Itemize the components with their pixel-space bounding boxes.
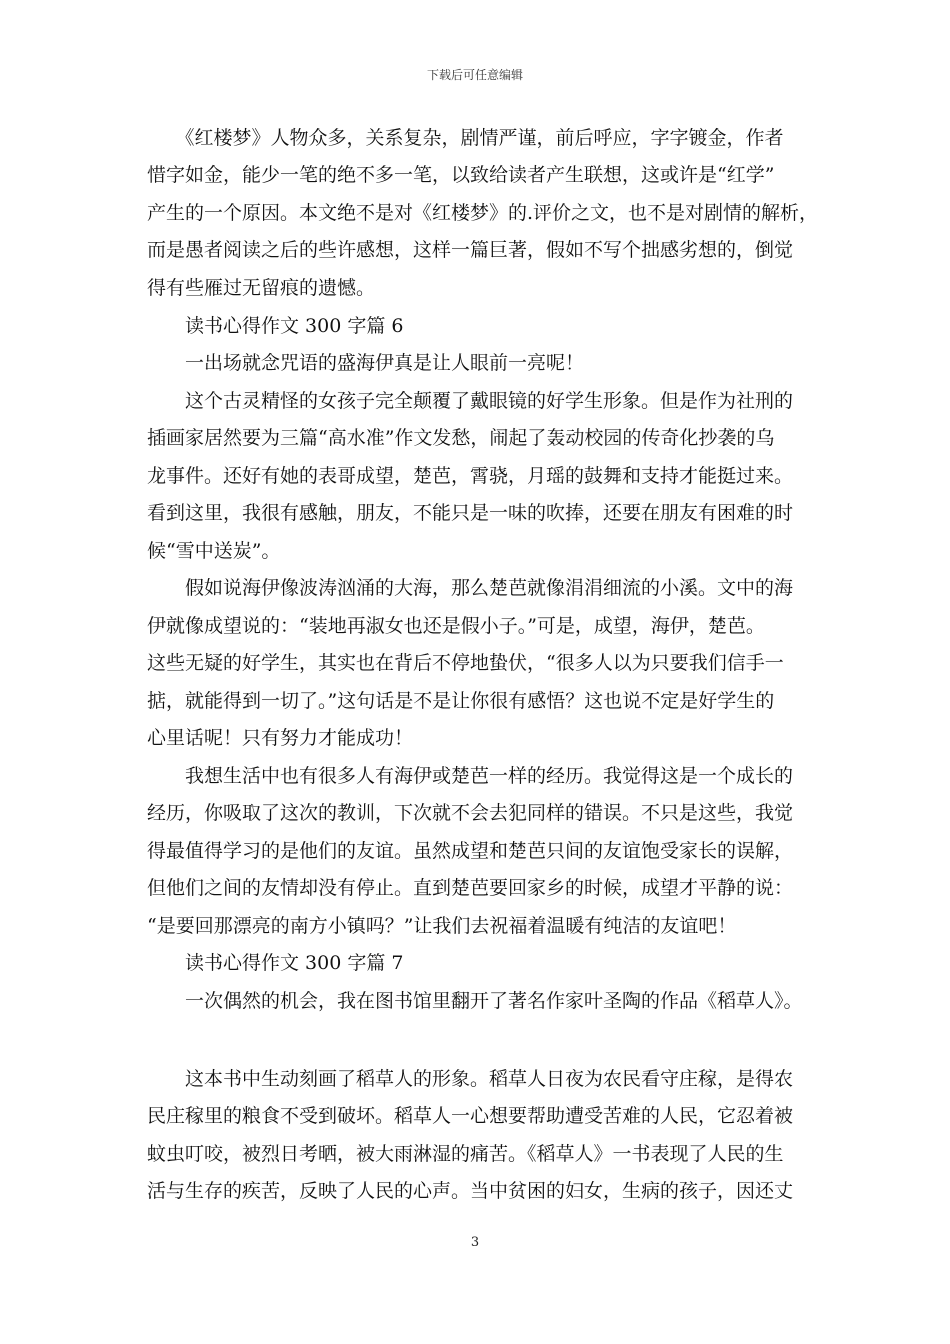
- text-line: 一次偶然的机会，我在图书馆里翻开了著名作家叶圣陶的作品《稻草人》。: [147, 990, 803, 1012]
- section-heading: 读书心得作文 300 字篇 6: [147, 315, 404, 337]
- text-line: 但他们之间的友情却没有停止。直到楚芭要回家乡的时候，成望才平静的说：: [147, 877, 794, 899]
- text-line: 伊就像成望说的：“装地再淑女也还是假小子。”可是，成望，海伊，楚芭。: [147, 615, 765, 637]
- section-heading: 读书心得作文 300 字篇 7: [147, 952, 404, 974]
- text-line: 这个古灵精怪的女孩子完全颠覆了戴眼镜的好学生形象。但是作为社刑的: [147, 390, 794, 412]
- page-header: 下载后可任意编辑: [426, 68, 523, 82]
- text-line: 心里话呢！只有努力才能成功！: [147, 727, 414, 749]
- text-line: 假如说海伊像波涛汹涌的大海，那么楚芭就像涓涓细流的小溪。文中的海: [147, 577, 794, 599]
- text-line: 经历，你吸取了这次的教训，下次就不会去犯同样的错误。不只是这些，我觉: [147, 802, 794, 824]
- text-line: 这些无疑的好学生，其实也在背后不停地蛰伏，“很多人以为只要我们信手一: [147, 652, 784, 674]
- text-line: 插画家居然要为三篇“高水准”作文发愁，闹起了轰动校园的传奇化抄袭的乌: [147, 427, 775, 449]
- text-line: 一出场就念咒语的盛海伊真是让人眼前一亮呢！: [147, 352, 585, 374]
- text-line: 得最值得学习的是他们的友谊。虽然成望和楚芭只间的友谊饱受家长的误解，: [147, 840, 794, 862]
- text-line: 掂，就能得到一切了。”这句话是不是让你很有感悟？这也说不定是好学生的: [147, 690, 775, 712]
- text-line: 惜字如金，能少一笔的绝不多一笔，以致给读者产生联想，这或许是“红学”: [147, 164, 775, 186]
- text-line: 得有些雁过无留痕的遗憾。: [147, 277, 376, 299]
- text-line: 我想生活中也有很多人有海伊或楚芭一样的经历。我觉得这是一个成长的: [147, 765, 794, 787]
- text-line: 蚊虫叮咬，被烈日考晒，被大雨淋湿的痛苦。《稻草人》一书表现了人民的生: [147, 1143, 784, 1165]
- text-line: 民庄稼里的粮食不受到破坏。稻草人一心想要帮助遭受苦难的人民，它忍着被: [147, 1105, 794, 1127]
- text-line: 这本书中生动刻画了稻草人的形象。稻草人日夜为农民看守庄稼，是得农: [147, 1068, 794, 1090]
- text-line: “是要回那漂亮的南方小镇吗？”让我们去祝福着温暖有纯洁的友谊吧！: [147, 915, 737, 937]
- text-line: 活与生存的疾苦，反映了人民的心声。当中贫困的妇女，生病的孩子，因还丈: [147, 1180, 794, 1202]
- page-number: 3: [470, 1235, 480, 1250]
- text-line: 看到这里，我很有感触，朋友，不能只是一味的吹捧，还要在朋友有困难的时: [147, 502, 794, 524]
- text-line: 产生的一个原因。本文绝不是对《红楼梦》的.评价之文，也不是对剧情的解析，: [147, 202, 819, 224]
- text-line: 《红楼梦》人物众多，关系复杂，剧情严谨，前后呼应，字字镀金，作者: [147, 127, 784, 149]
- text-line: 而是愚者阅读之后的些许感想，这样一篇巨著，假如不写个拙感劣想的，倒觉: [147, 239, 794, 261]
- text-line: 龙事件。还好有她的表哥成望，楚芭，霄骁，月瑶的鼓舞和支持才能挺过来。: [147, 465, 794, 487]
- text-line: 候“雪中送炭”。: [147, 540, 281, 562]
